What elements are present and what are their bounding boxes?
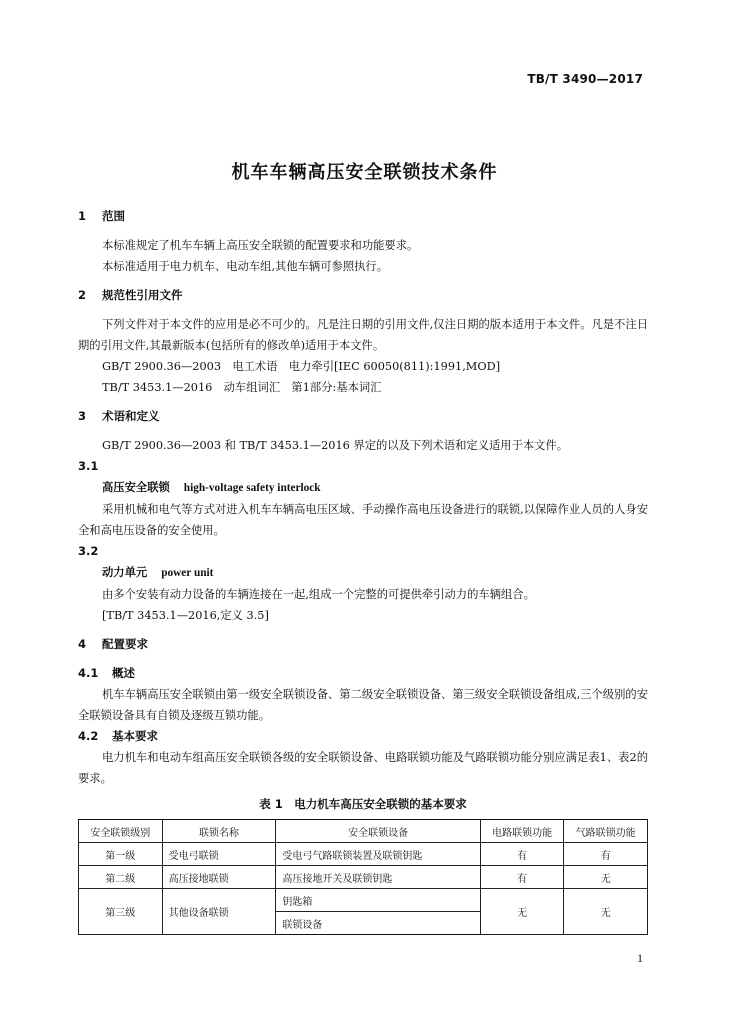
table-row bbox=[79, 889, 648, 912]
subsection-title: 概述 bbox=[112, 666, 135, 680]
cell-air: 有 bbox=[564, 843, 648, 866]
cell-name: 其他设备联锁 bbox=[162, 889, 276, 935]
cell-circuit: 无 bbox=[480, 889, 564, 935]
subsection-number: 3.1 bbox=[78, 459, 99, 473]
cell-circuit: 有 bbox=[480, 843, 564, 866]
page-number: 1 bbox=[637, 951, 643, 965]
column-header: 气路联锁功能 bbox=[564, 820, 648, 843]
column-header: 联锁名称 bbox=[162, 820, 276, 843]
section-title: 术语和定义 bbox=[102, 409, 160, 423]
term-english: high-voltage safety interlock bbox=[183, 482, 321, 494]
column-header: 安全联锁级别 bbox=[79, 820, 163, 843]
section-title: 规范性引用文件 bbox=[102, 288, 183, 302]
reference-item: GB/T 2900.36—2003 电工术语 电力牵引[IEC 60050(811):1991,MOD] bbox=[102, 360, 501, 373]
cell-device: 受电弓气路联锁装置及联锁钥匙 bbox=[276, 843, 480, 866]
term-source: [TB/T 3453.1—2016,定义 3.5] bbox=[102, 609, 269, 622]
term-chinese: 动力单元 bbox=[102, 566, 148, 579]
table-row bbox=[79, 843, 648, 866]
section-1-heading bbox=[78, 206, 648, 227]
paragraph: 下列文件对于本文件的应用是必不可少的。凡是注日期的引用文件,仅注日期的版本适用于本文件。凡是不注日期的引用文件,其最新版本(包括所有的修改单)适用于本文件。 bbox=[78, 318, 648, 352]
requirements-table bbox=[78, 819, 648, 935]
cell-device: 高压接地开关及联锁钥匙 bbox=[276, 866, 480, 889]
section-4-heading bbox=[78, 634, 648, 655]
section-title: 配置要求 bbox=[102, 637, 148, 651]
subsection-title: 基本要求 bbox=[112, 729, 158, 743]
subsection-4-2-heading bbox=[78, 726, 648, 747]
paragraph: 机车车辆高压安全联锁由第一级安全联锁设备、第二级安全联锁设备、第三级安全联锁设备组成,三个级别的安全联锁设备具有自锁及逐级互锁功能。 bbox=[78, 688, 648, 722]
subsection-number: 4.1 bbox=[78, 666, 99, 680]
section-number: 3 bbox=[78, 409, 87, 423]
cell-level: 第二级 bbox=[79, 866, 163, 889]
section-number: 1 bbox=[78, 209, 87, 223]
document-body bbox=[78, 206, 648, 935]
section-number: 2 bbox=[78, 288, 87, 302]
table-caption: 表 1 电力机车高压安全联锁的基本要求 bbox=[259, 797, 467, 811]
section-number: 4 bbox=[78, 637, 87, 651]
paragraph: 本标准适用于电力机车、电动车组,其他车辆可参照执行。 bbox=[102, 260, 389, 273]
standard-code: TB/T 3490—2017 bbox=[527, 72, 643, 86]
cell-name: 高压接地联锁 bbox=[162, 866, 276, 889]
column-header: 安全联锁设备 bbox=[276, 820, 480, 843]
subsection-number: 3.2 bbox=[78, 544, 99, 558]
paragraph: 电力机车和电动车组高压安全联锁各级的安全联锁设备、电路联锁功能及气路联锁功能分别应满足表1、表2的要求。 bbox=[78, 751, 648, 785]
subsection-number: 4.2 bbox=[78, 729, 99, 743]
term-definition: 由多个安装有动力设备的车辆连接在一起,组成一个完整的可提供牵引动力的车辆组合。 bbox=[102, 588, 535, 601]
cell-level: 第三级 bbox=[79, 889, 163, 935]
cell-device: 钥匙箱 bbox=[276, 889, 480, 912]
table-row bbox=[79, 866, 648, 889]
cell-level: 第一级 bbox=[79, 843, 163, 866]
section-3-heading bbox=[78, 406, 648, 427]
paragraph: GB/T 2900.36—2003 和 TB/T 3453.1—2016 界定的以及下列术语和定义适用于本文件。 bbox=[102, 439, 569, 452]
term-entry bbox=[78, 562, 648, 584]
column-header: 电路联锁功能 bbox=[480, 820, 564, 843]
cell-air: 无 bbox=[564, 866, 648, 889]
cell-device: 联锁设备 bbox=[276, 912, 480, 935]
section-2-heading bbox=[78, 285, 648, 306]
paragraph: 本标准规定了机车车辆上高压安全联锁的配置要求和功能要求。 bbox=[102, 239, 419, 252]
term-chinese: 高压安全联锁 bbox=[102, 481, 170, 494]
table-header-row bbox=[79, 820, 648, 843]
cell-circuit: 有 bbox=[480, 866, 564, 889]
cell-name: 受电弓联锁 bbox=[162, 843, 276, 866]
subsection-4-1-heading bbox=[78, 663, 648, 684]
document-title: 机车车辆高压安全联锁技术条件 bbox=[231, 162, 498, 183]
cell-air: 无 bbox=[564, 889, 648, 935]
section-title: 范围 bbox=[102, 209, 125, 223]
term-entry bbox=[78, 477, 648, 499]
reference-item: TB/T 3453.1—2016 动车组词汇 第1部分:基本词汇 bbox=[102, 381, 382, 394]
term-english: power unit bbox=[161, 567, 214, 579]
term-definition: 采用机械和电气等方式对进入机车车辆高电压区域、手动操作高电压设备进行的联锁,以保障作业人员的人身安全和高电压设备的安全使用。 bbox=[78, 503, 648, 537]
